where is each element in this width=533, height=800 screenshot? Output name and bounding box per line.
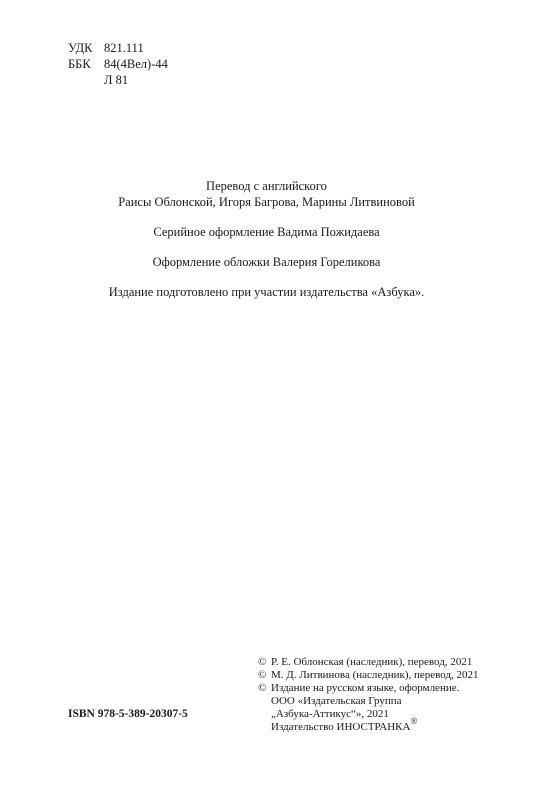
copyright-symbol: ©: [258, 682, 267, 694]
copyright-block: [258, 656, 479, 734]
copyright-line-4: [258, 695, 479, 708]
bbk-row: [68, 56, 168, 72]
credits-block: [0, 178, 533, 300]
copyright-text-1: Р. Е. Облонская (наследник), перевод, 2021: [271, 656, 473, 668]
udk-label: УДК: [68, 41, 93, 55]
translation-line-2: Раисы Облонской, Игоря Багрова, Марины Литвиновой: [118, 195, 415, 209]
registered-mark: ®: [410, 716, 418, 726]
copyright-symbol: ©: [258, 656, 267, 668]
classification-codes: [68, 40, 168, 88]
isbn: ISBN 978-5-389-20307-5: [68, 708, 188, 720]
udk-value: 821.111: [104, 41, 144, 55]
copyright-line-2: [258, 669, 479, 682]
copyright-text-6: Издательство ИНОСТРАНКА: [271, 721, 411, 733]
translation-line-1: Перевод с английского: [206, 179, 327, 193]
bbk-label: ББК: [68, 57, 91, 71]
udk-row: [68, 40, 168, 56]
copyright-text-3: Издание на русском языке, оформление.: [271, 682, 460, 694]
bbk-value: 84(4Вел)-44: [104, 57, 168, 71]
series-design-credit: Серийное оформление Вадима Пожидаева: [153, 225, 380, 239]
copyright-text-4: ООО «Издательская Группа: [271, 695, 402, 707]
copyright-symbol: ©: [258, 669, 267, 681]
copyright-line-5: [258, 708, 479, 721]
copyright-text-2: М. Д. Литвинова (наследник), перевод, 2021: [271, 669, 479, 681]
author-mark: Л 81: [104, 73, 129, 87]
author-mark-row: [68, 72, 168, 88]
copyright-line-6: [258, 716, 479, 734]
copyright-line-3: [258, 682, 479, 695]
publisher-note: Издание подготовлено при участии издательства «Азбука».: [108, 285, 425, 299]
cover-design-credit: Оформление обложки Валерия Гореликова: [152, 255, 381, 269]
copyright-text-5: „Азбука-Аттикус“», 2021: [271, 708, 389, 720]
copyright-line-1: [258, 656, 479, 669]
